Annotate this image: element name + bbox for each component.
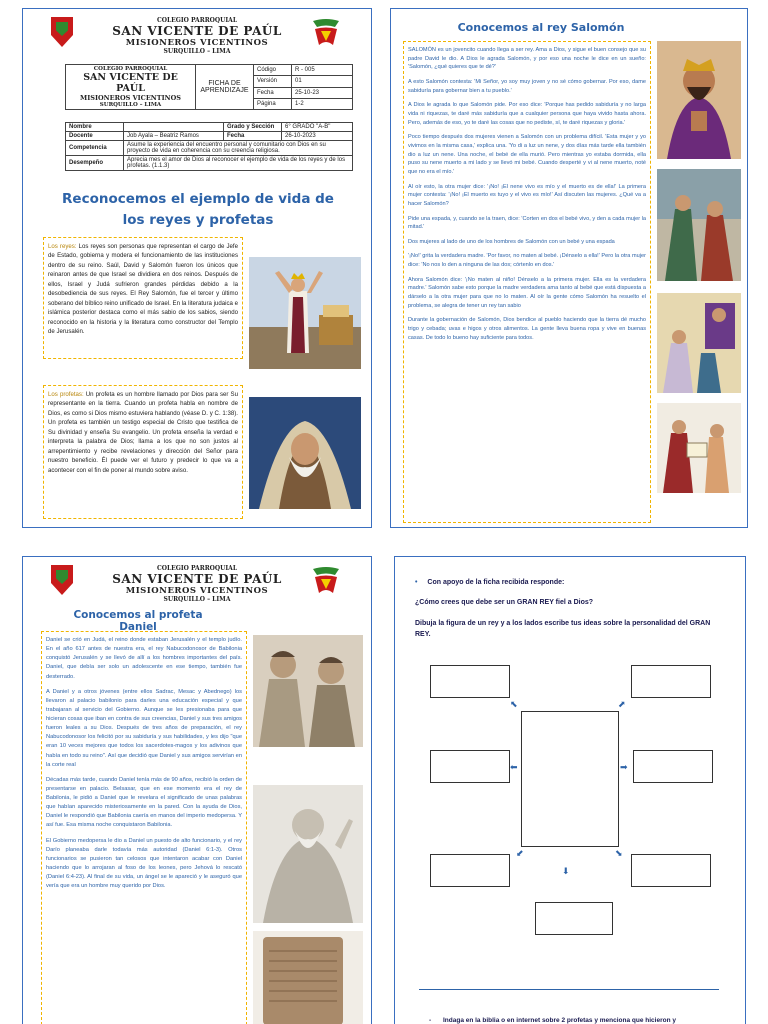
nombre-field[interactable] xyxy=(124,123,224,132)
desempeno-value: Aprecia mes el amor de Dios al reconocer el ejemplo de vida de los reyes y de los profetas. (1.1.3) xyxy=(124,156,353,171)
prophet-image xyxy=(249,397,361,509)
divider-line xyxy=(419,989,719,990)
solomon-judgment-image xyxy=(657,293,741,393)
story-paragraph: A esto Salomón contesta: 'Mi Señor, yo soy muy joven y no sé cómo gobernar. Por eso, dame sabiduría para gobernar bien a tu pueblo.' xyxy=(408,78,646,94)
daniel-friends-image xyxy=(253,635,363,747)
scroll-reading-image xyxy=(657,403,741,493)
vincentian-emblem-icon xyxy=(309,565,343,595)
school-line4: SURQUILLO – LIMA xyxy=(163,48,231,55)
ancient-tablet-image xyxy=(253,931,363,1024)
idea-box-middle-right[interactable] xyxy=(633,750,713,783)
profetas-term: Los profetas: xyxy=(48,391,84,398)
version-value: 01 xyxy=(292,76,353,87)
idea-box-bottom-right[interactable] xyxy=(631,854,711,887)
competencia-label: Competencia xyxy=(66,141,124,156)
ficha-fecha-value: 25-10-23 xyxy=(292,87,353,98)
king-solomon-image xyxy=(249,257,361,369)
arrow-right-icon: ➡ xyxy=(620,762,628,772)
story-paragraph: Dos mujeres al lado de uno de los hombres de Salomón con un bebé y una espada xyxy=(408,238,615,245)
school-line4: SURQUILLO – LIMA xyxy=(163,596,231,603)
worksheet-page-2 xyxy=(390,8,748,528)
grado-value: 6° GRADO "A-B" xyxy=(282,123,353,132)
pagina-label: Página xyxy=(254,98,292,109)
codigo-value: R - 005 xyxy=(292,65,353,76)
reyes-box xyxy=(43,237,243,359)
desempeno-label: Desempeño xyxy=(66,156,124,171)
school-shield-icon xyxy=(51,565,73,595)
school-header xyxy=(23,557,371,605)
story-paragraph: Pide una espada, y, cuando se la traen, dice: 'Corten en dos el bebé vivo, y den a cada mujer la mitad.' xyxy=(408,215,646,231)
arrow-down-right-icon: ⬊ xyxy=(615,848,623,858)
pagina-value: 1-2 xyxy=(292,98,353,109)
school-name xyxy=(93,17,301,55)
worksheet-page-4 xyxy=(394,556,746,1024)
nombre-label: Nombre xyxy=(66,123,124,132)
story-paragraph: Décadas más tarde, cuando Daniel tenía más de 90 años, recibió la orden de presentarse en palacio. Belsasar, que en ese momento era el rey de Babilonia, le pidió a Daniel que le revelara el significado de unas palabras que habían aparecido misteriosamente en la pared. Con la ayuda de Dios, Daniel le respondió que Babilonia caería en manos del imperio medopersa. Y así fue. Esa misma noche conquistaron Babilonia. xyxy=(46,776,242,829)
reyes-term: Los reyes: xyxy=(48,243,77,250)
docente-value: Job Ayala – Beatriz Ramos xyxy=(124,132,224,141)
worksheet-page-3 xyxy=(22,556,372,1024)
daniel-elder-image xyxy=(253,785,363,923)
king-drawing-box[interactable] xyxy=(521,711,619,847)
school-shield-icon xyxy=(51,17,73,47)
codigo-label: Código xyxy=(254,65,292,76)
school-header xyxy=(23,9,371,57)
page1-title: Reconocemos el ejemplo de vida de los reyes y profetas xyxy=(62,191,334,228)
ficha-header-table xyxy=(65,64,353,110)
story-paragraph: El Gobierno medopersa le dio a Daniel un puesto de alto funcionario, y el rey Darío planeaba darle todavía más autoridad (Daniel 6:1-3). Otros funcionarios se pusieron tan celosos que intentaron acabar con Daniel haciendo que lo arrojaran al foso de los leones, pero Jehová lo rescató (Daniel 6:4-23). Al final de su vida, un ángel se le apareció y le aseguró que vería que era un hombre muy querido por Dios. xyxy=(46,837,242,890)
instruction-text: Con apoyo de la ficha recibida responde: xyxy=(427,579,565,586)
instruction-line xyxy=(415,579,564,586)
ficha-fecha-label: Fecha xyxy=(254,87,292,98)
bullet-icon: • xyxy=(415,579,418,586)
story-paragraph: Daniel se crió en Judá, el reino donde estaban Jerusalén y el templo judío. En el año 617 antes de nuestra era, el rey Nabucodonosor de Babilonia conquistó Jerusalén y se llevó de allí a los hombres importantes del país. Daniel, que debía ser solo un adolescente en ese tiempo, también fue desterrado. xyxy=(46,637,242,680)
solomon-praying-image xyxy=(657,41,741,159)
competencia-value: Asume la experiencia del encuentro personal y comunitario con Dios en su proyecto de vida en coherencia con su creencia religiosa. xyxy=(124,141,353,156)
story-paragraph: A Daniel y a otros jóvenes (entre ellos Sadrac, Mesac y Abednego) los llevaron al palacio babilonio para darles una educación especial y que trabajaran al servicio del Gobierno. Aunque se les presionaba para que hicieran cosas que iban en contra de sus creencias, Daniel y sus tres amigos fueron leales a su Dios. Después de tres años de preparación, el rey Nabucodonosor los felicitó por su sabiduría y sus habilidades, y les dijo "que eran 10 veces mejores que todos los sacerdotes-magos y los adivinos que había en todo su reino". Así que decidió que Daniel y sus amigos servirían en la corte real xyxy=(46,688,242,768)
docente-label: Docente xyxy=(66,132,124,141)
arrow-down-left-icon: ⬋ xyxy=(516,848,524,858)
idea-box-top-left[interactable] xyxy=(430,665,510,698)
story-paragraph: Al oír esto, la otra mujer dice: '¡No! ¡El nene vivo es mío y el muerto es de ella!' La primera mujer contesta: '¡No! ¡El muerto es tuyo y el vivo es mío!' Así discuten las mujeres. ¿Qué va a hacer Salomón? xyxy=(408,183,646,207)
ficha-logo-line1: COLEGIO PARROQUIAL xyxy=(93,66,168,72)
story-paragraph: SALOMÓN es un jovencito cuando llega a ser rey. Ama a Dios, y sigue el buen consejo que su padre David le dio. A Dios le agrada Salomón, y por eso una noche le dice en un sueño: 'Salomón, ¿qué quieres que te dé?' xyxy=(408,47,646,71)
ficha-title: FICHA DE APRENDIZAJE xyxy=(196,65,254,110)
arrow-up-right-icon: ⬈ xyxy=(618,699,626,709)
story-paragraph: Poco tiempo después dos mujeres vienen a Salomón con un problema difícil. 'Esta mujer y yo vivimos en la misma casa,' explica una. 'Yo di a luz un nene, y dos días más tarde ella también dio a luz un nene. Una noche, el bebé de ella murió. Pero mientras yo estaba dormida, ella puso su nene muerto a mi lado y se llevó mi bebé. Cuando desperté y vi al nene muerto, noté que no era el mío.' xyxy=(408,134,646,175)
school-line3: MISIONEROS VICENTINOS xyxy=(125,38,269,48)
school-line3: MISIONEROS VICENTINOS xyxy=(125,586,269,596)
story-paragraph: '¡No!' grita la verdadera madre. 'Por favor, no maten al bebé. ¡Dénselo a ella!' Pero la otra mujer dice: 'No nos lo den a ninguna de las dos; córtenlo en dos.' xyxy=(408,253,646,269)
reyes-text: Los reyes son personas que representan el cargo de Jefe de Estado, gobierna y modera el funcionamiento de las instituciones dentro de su reino. Saúl, David y Salomón fueron los únicos que reinaron antes de que Israel se dividiera en dos reinos. Después de ellos, Israel y Judá sufrieron grandes pérdidas debido a la desobediencia de sus reyes. El Rey Salomón, fue el tercer y último soberano del bíblico reino unificado de Israel. En la literatura judaica e islámica posterior destaca como el más sabio de los sabios, siendo reconocido en la historia y la literatura como constructor del Templo de Jerusalén. xyxy=(48,243,238,335)
task-text: Dibuja la figura de un rey y a los lados escribe tus ideas sobre la personalidad del GRAN REY. xyxy=(415,620,711,638)
story-paragraph: Durante la gobernación de Salomón, Dios bendice al pueblo haciendo que la tierra dé mucho trigo y cebada; uvas e higos y otros alimentos. La gente lleva buena ropa y vive en buenas casas. De todo lo bueno hay suficiente para todos. xyxy=(408,317,646,341)
arrow-up-left-icon: ⬉ xyxy=(510,699,518,709)
story-paragraph: Ahora Salomón dice: '¡No maten al niño! Dénselo a la primera mujer. Ella es la verdadera madre.' Salomón sabe esto porque la madre verdadera ama tanto al bebé que está dispuesta a dárselo a la otra mujer para que no lo maten. Al oír la gente cómo Salomón ha resuelto el problema, se alegra de tener un rey tan sabio xyxy=(408,276,646,309)
ficha-logo-line2: SAN VICENTE DE PAÚL xyxy=(83,72,178,94)
grado-label: Grado y Sección xyxy=(224,123,282,132)
dash-bullet-icon: - xyxy=(429,1017,432,1024)
school-line1: COLEGIO PARROQUIAL xyxy=(156,565,238,572)
school-line2: SAN VICENTE DE PAÚL xyxy=(112,572,282,586)
idea-box-middle-left[interactable] xyxy=(430,750,510,783)
page3-title: Conocemos al profeta Daniel xyxy=(73,609,203,633)
vincentian-emblem-icon xyxy=(309,17,343,47)
research-line xyxy=(429,1017,676,1024)
two-mothers-image xyxy=(657,169,741,281)
idea-box-bottom-left[interactable] xyxy=(430,854,510,887)
school-line1: COLEGIO PARROQUIAL xyxy=(156,17,238,24)
ficha-logo-line3: MISIONEROS VICENTINOS xyxy=(80,94,181,102)
question-text: ¿Cómo crees que debe ser un GRAN REY fiel a Dios? xyxy=(415,599,594,606)
worksheet-page-1 xyxy=(22,8,372,528)
idea-box-top-right[interactable] xyxy=(631,665,711,698)
story-paragraph: A Dios le agrada lo que Salomón pide. Por eso dice: 'Porque has pedido sabiduría y no larga vida ni riquezas, te daré más sabiduría que a cualquier persona que haya vivido hasta ahora. Pero, además de eso, yo te daré las cosas que no pediste, sí, te daré riquezas y gloria.' xyxy=(408,102,646,126)
page2-title: Conocemos al rey Salomón xyxy=(457,21,625,34)
arrow-down-icon: ⬇ xyxy=(562,866,570,876)
arrow-left-icon: ⬅ xyxy=(510,762,518,772)
fecha-value: 26-10-2023 xyxy=(282,132,353,141)
daniel-story-box xyxy=(41,631,247,1024)
profetas-text: Un profeta es un hombre llamado por Dios para ser Su representante en la tierra. Cuando un profeta habla en nombre de Dios, es como si Dios mismo estuviera hablando (véase D. y C. 1:38). Un profeta es también un testigo especial de Cristo que testifica de Su divinidad y enseña Su evangelio. Un profeta enseña la verdad e interpreta la palabra de Dios; llama a los que no son justos al arrepentimiento y recibe revelaciones y dirección del Señor para nuestro beneficio. Él puede ver el futuro y predecir lo que va a acontecer con el fin de poner al mundo sobre aviso. xyxy=(48,391,238,474)
profetas-box xyxy=(43,385,243,519)
school-line2: SAN VICENTE DE PAÚL xyxy=(112,24,282,38)
ficha-logo-line4: SURQUILLO – LIMA xyxy=(99,102,162,108)
idea-box-bottom-center[interactable] xyxy=(535,902,613,935)
school-name xyxy=(93,565,301,603)
research-text: Indaga en la biblia o en internet sobre 2 profetas y menciona que hicieron y xyxy=(442,1017,676,1024)
version-label: Versión xyxy=(254,76,292,87)
student-info-table xyxy=(65,122,353,171)
salomon-story-box xyxy=(403,41,651,523)
fecha-label: Fecha xyxy=(224,132,282,141)
